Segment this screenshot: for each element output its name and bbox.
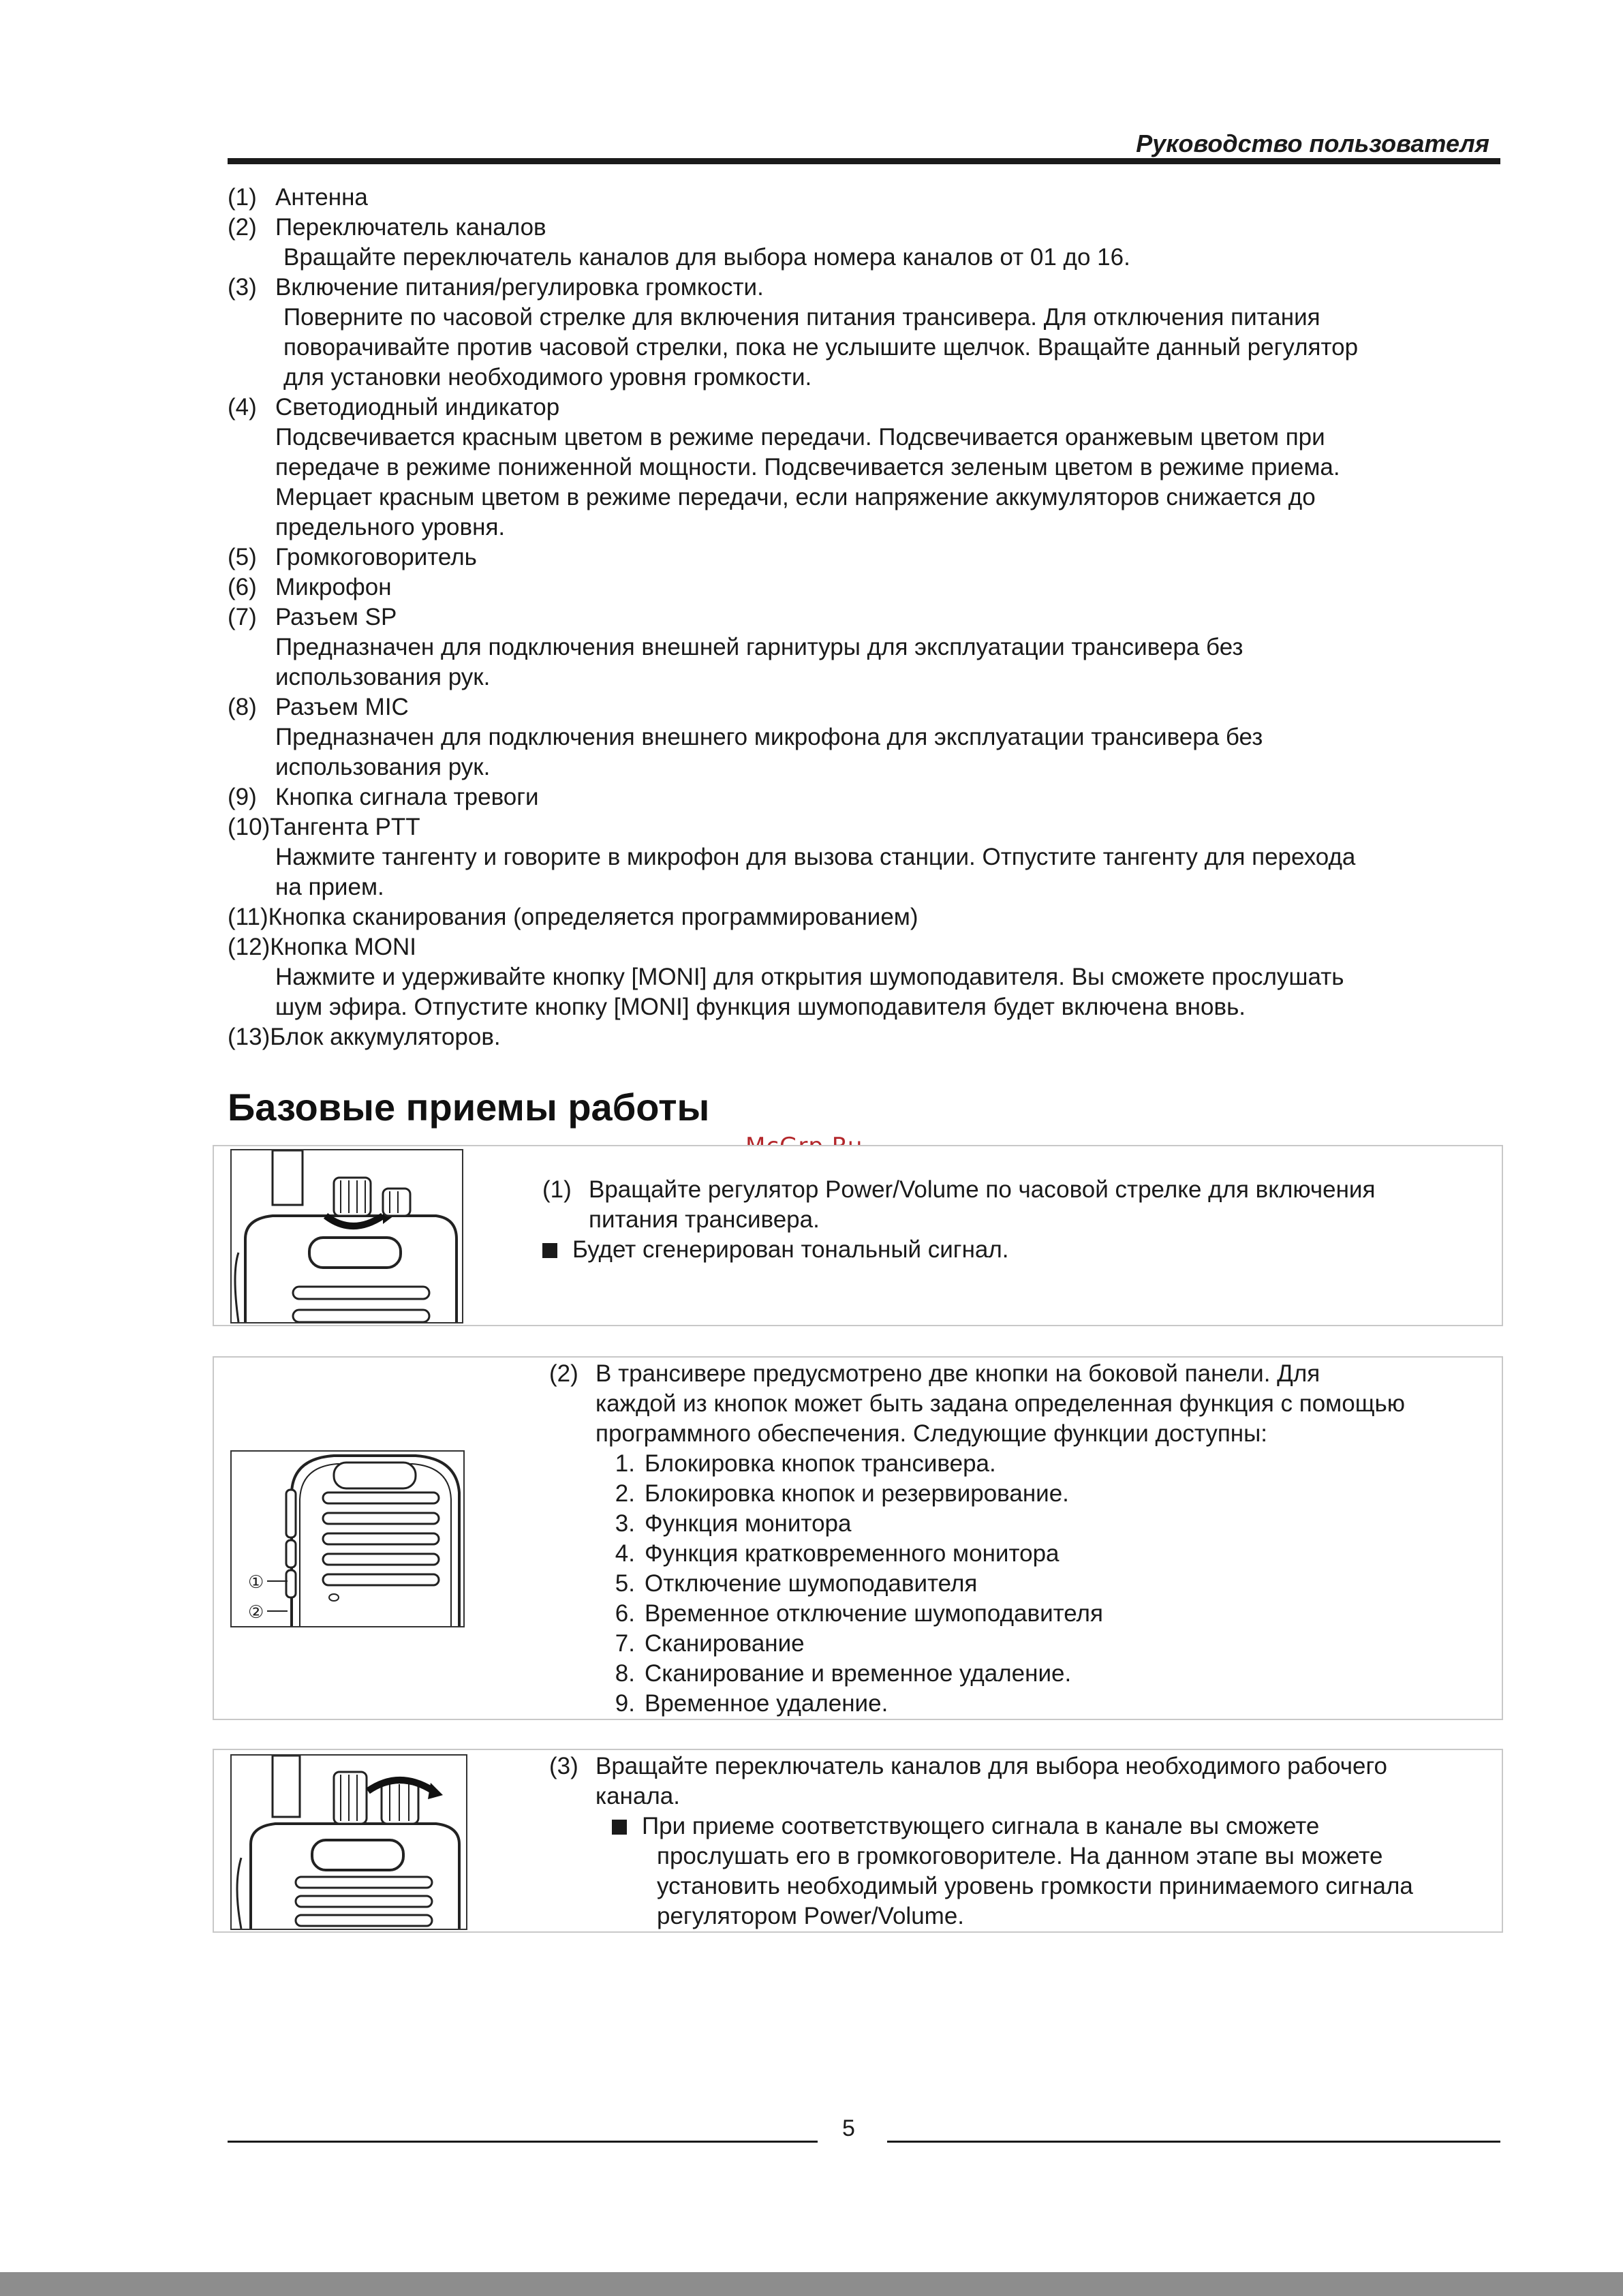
- step-2-line-1: В трансивере предусмотрено две кнопки на боковой панели. Для: [596, 1360, 1320, 1387]
- part-item: [228, 902, 1522, 932]
- part-item: [228, 572, 1522, 602]
- step-2-line-2: каждой из кнопок может быть задана определенная функция с помощью: [596, 1390, 1405, 1417]
- step-3-bullet-line: прослушать его в громкоговорителе. На данном этапе вы можете: [657, 1843, 1383, 1869]
- part-description-line: Поверните по часовой стрелке для включения питания трансивера. Для отключения питания: [283, 304, 1320, 331]
- function-text: Отключение шумоподавителя: [645, 1570, 978, 1597]
- step-3-bullet-line: При приеме соответствующего сигнала в канале вы сможете: [642, 1813, 1320, 1839]
- step-1-line-1: Вращайте регулятор Power/Volume по часовой стрелке для включения: [589, 1176, 1376, 1203]
- callout-1: ①: [248, 1572, 264, 1593]
- part-number: (4): [228, 394, 257, 420]
- step-1-line-2: питания трансивера.: [589, 1206, 820, 1233]
- part-label: Тангента PTT: [270, 814, 420, 840]
- function-text: Сканирование: [645, 1630, 805, 1657]
- function-number: 7.: [615, 1630, 635, 1657]
- part-item: [228, 213, 1522, 273]
- part-label: Светодиодный индикатор: [275, 394, 560, 420]
- part-description-line: Вращайте переключатель каналов для выбора номера каналов от 01 до 16.: [283, 244, 1130, 271]
- function-number: 8.: [615, 1660, 635, 1687]
- radio-top-illustration-2: [230, 1754, 467, 1930]
- part-item: [228, 273, 1522, 393]
- function-number: 1.: [615, 1450, 635, 1477]
- function-text: Блокировка кнопок и резервирование.: [645, 1480, 1069, 1507]
- part-label: Переключатель каналов: [275, 214, 546, 241]
- part-description-line: Предназначен для подключения внешнего микрофона для эксплуатации трансивера без: [275, 724, 1263, 750]
- step-2-num: (2): [549, 1360, 578, 1387]
- function-number: 9.: [615, 1690, 635, 1717]
- part-description-line: Подсвечивается красным цветом в режиме передачи. Подсвечивается оранжевым цветом при: [275, 424, 1325, 450]
- footer-rule-right: [887, 2141, 1500, 2143]
- part-label: Кнопка MONI: [270, 934, 417, 960]
- part-label: Кнопка сканирования (определяется программированием): [268, 904, 918, 930]
- function-text: Функция монитора: [645, 1510, 852, 1537]
- part-description-line: предельного уровня.: [275, 514, 506, 540]
- part-number: (8): [228, 694, 257, 720]
- part-number: (9): [228, 784, 257, 810]
- part-description-line: Предназначен для подключения внешней гарнитуры для эксплуатации трансивера без: [275, 634, 1243, 660]
- function-item: [549, 1539, 1405, 1569]
- part-label: Включение питания/регулировка громкости.: [275, 274, 764, 301]
- part-label: Разъем SP: [275, 604, 397, 630]
- step-3-text: [549, 1751, 1413, 1931]
- step-1-bullet: Будет сгенерирован тональный сигнал.: [572, 1236, 1009, 1263]
- part-description-line: использования рук.: [275, 754, 491, 780]
- part-number: (2): [228, 214, 257, 241]
- function-text: Функция кратковременного монитора: [645, 1540, 1060, 1567]
- function-number: 2.: [615, 1480, 635, 1507]
- function-text: Блокировка кнопок трансивера.: [645, 1450, 996, 1477]
- part-number: (12): [228, 934, 270, 960]
- square-bullet-icon: [612, 1820, 627, 1835]
- function-number: 5.: [615, 1570, 635, 1597]
- part-item: [228, 812, 1522, 902]
- step-3-bullet-block: [549, 1811, 1413, 1931]
- part-description-line: поворачивайте против часовой стрелки, пока не услышите щелчок. Вращайте данный регулятор: [283, 334, 1359, 361]
- function-item: [549, 1569, 1405, 1599]
- section-title: Базовые приемы работы: [228, 1086, 710, 1129]
- square-bullet-icon: [542, 1243, 557, 1258]
- part-item: [228, 1022, 1522, 1052]
- part-label: Микрофон: [275, 574, 392, 600]
- part-item: [228, 932, 1522, 1022]
- part-label: Блок аккумуляторов.: [270, 1024, 501, 1050]
- function-number: 4.: [615, 1540, 635, 1567]
- scan-edge-band: [0, 2272, 1623, 2296]
- part-description-line: Нажмите тангенту и говорите в микрофон для вызова станции. Отпустите тангенту для перехода: [275, 844, 1356, 870]
- part-number: (5): [228, 544, 257, 570]
- function-item: [549, 1509, 1405, 1539]
- part-number: (13): [228, 1024, 270, 1050]
- part-description-line: шум эфира. Отпустите кнопку [MONI] функция шумоподавителя будет включена вновь.: [275, 994, 1246, 1020]
- step-3-line-1: Вращайте переключатель каналов для выбора необходимого рабочего: [596, 1753, 1387, 1779]
- step-3-bullet-line: установить необходимый уровень громкости принимаемого сигнала: [657, 1873, 1413, 1899]
- function-item: [549, 1599, 1405, 1629]
- part-number: (11): [228, 904, 268, 930]
- callout-2: ②: [248, 1602, 264, 1623]
- part-item: [228, 782, 1522, 812]
- part-number: (6): [228, 574, 257, 600]
- function-item: [549, 1479, 1405, 1509]
- header-title: Руководство пользователя: [1136, 129, 1489, 157]
- function-item: [549, 1629, 1405, 1659]
- part-item: [228, 393, 1522, 542]
- radio-top-illustration-1: [230, 1149, 463, 1323]
- function-number: 6.: [615, 1600, 635, 1627]
- step-3-line-2: канала.: [596, 1783, 680, 1809]
- step-3-num: (3): [549, 1753, 578, 1779]
- part-label: Антенна: [275, 184, 368, 211]
- step-1-num: (1): [542, 1176, 572, 1203]
- part-number: (10): [228, 814, 270, 840]
- part-label: Разъем MIC: [275, 694, 409, 720]
- part-item: [228, 692, 1522, 782]
- part-description-line: Нажмите и удерживайте кнопку [MONI] для открытия шумоподавителя. Вы сможете прослушать: [275, 964, 1344, 990]
- footer-rule-left: [228, 2141, 818, 2143]
- step-1-text: [542, 1175, 1375, 1265]
- part-description-line: использования рук.: [275, 664, 491, 690]
- part-item: [228, 602, 1522, 692]
- page-number: 5: [842, 2115, 855, 2141]
- function-text: Сканирование и временное удаление.: [645, 1660, 1072, 1687]
- header-rule: [228, 158, 1500, 164]
- part-description-line: на прием.: [275, 874, 384, 900]
- function-item: [549, 1659, 1405, 1689]
- part-number: (7): [228, 604, 257, 630]
- step-3-bullet-line: регулятором Power/Volume.: [657, 1903, 965, 1929]
- function-text: Временное удаление.: [645, 1690, 888, 1717]
- part-number: (1): [228, 184, 257, 211]
- step-2-line-3: программного обеспечения. Следующие функции доступны:: [596, 1420, 1267, 1447]
- radio-top-drawing-2: [232, 1756, 466, 1929]
- step-2-text: [549, 1359, 1405, 1719]
- function-item: [549, 1689, 1405, 1719]
- part-description-line: Мерцает красным цветом в режиме передачи, если напряжение аккумуляторов снижается до: [275, 484, 1316, 510]
- part-description-line: для установки необходимого уровня громкости.: [283, 364, 812, 391]
- function-number: 3.: [615, 1510, 635, 1537]
- radio-side-illustration: [230, 1450, 465, 1627]
- parts-list: [228, 183, 1522, 1052]
- part-description-line: передаче в режиме пониженной мощности. Подсвечивается зеленым цветом в режиме приема.: [275, 454, 1340, 480]
- radio-side-drawing: [232, 1452, 463, 1626]
- function-item: [549, 1449, 1405, 1479]
- functions-list: [549, 1449, 1405, 1719]
- part-item: [228, 183, 1522, 213]
- part-number: (3): [228, 274, 257, 301]
- part-item: [228, 542, 1522, 572]
- radio-top-drawing: [232, 1150, 462, 1322]
- part-label: Громкоговоритель: [275, 544, 477, 570]
- function-text: Временное отключение шумоподавителя: [645, 1600, 1103, 1627]
- part-label: Кнопка сигнала тревоги: [275, 784, 539, 810]
